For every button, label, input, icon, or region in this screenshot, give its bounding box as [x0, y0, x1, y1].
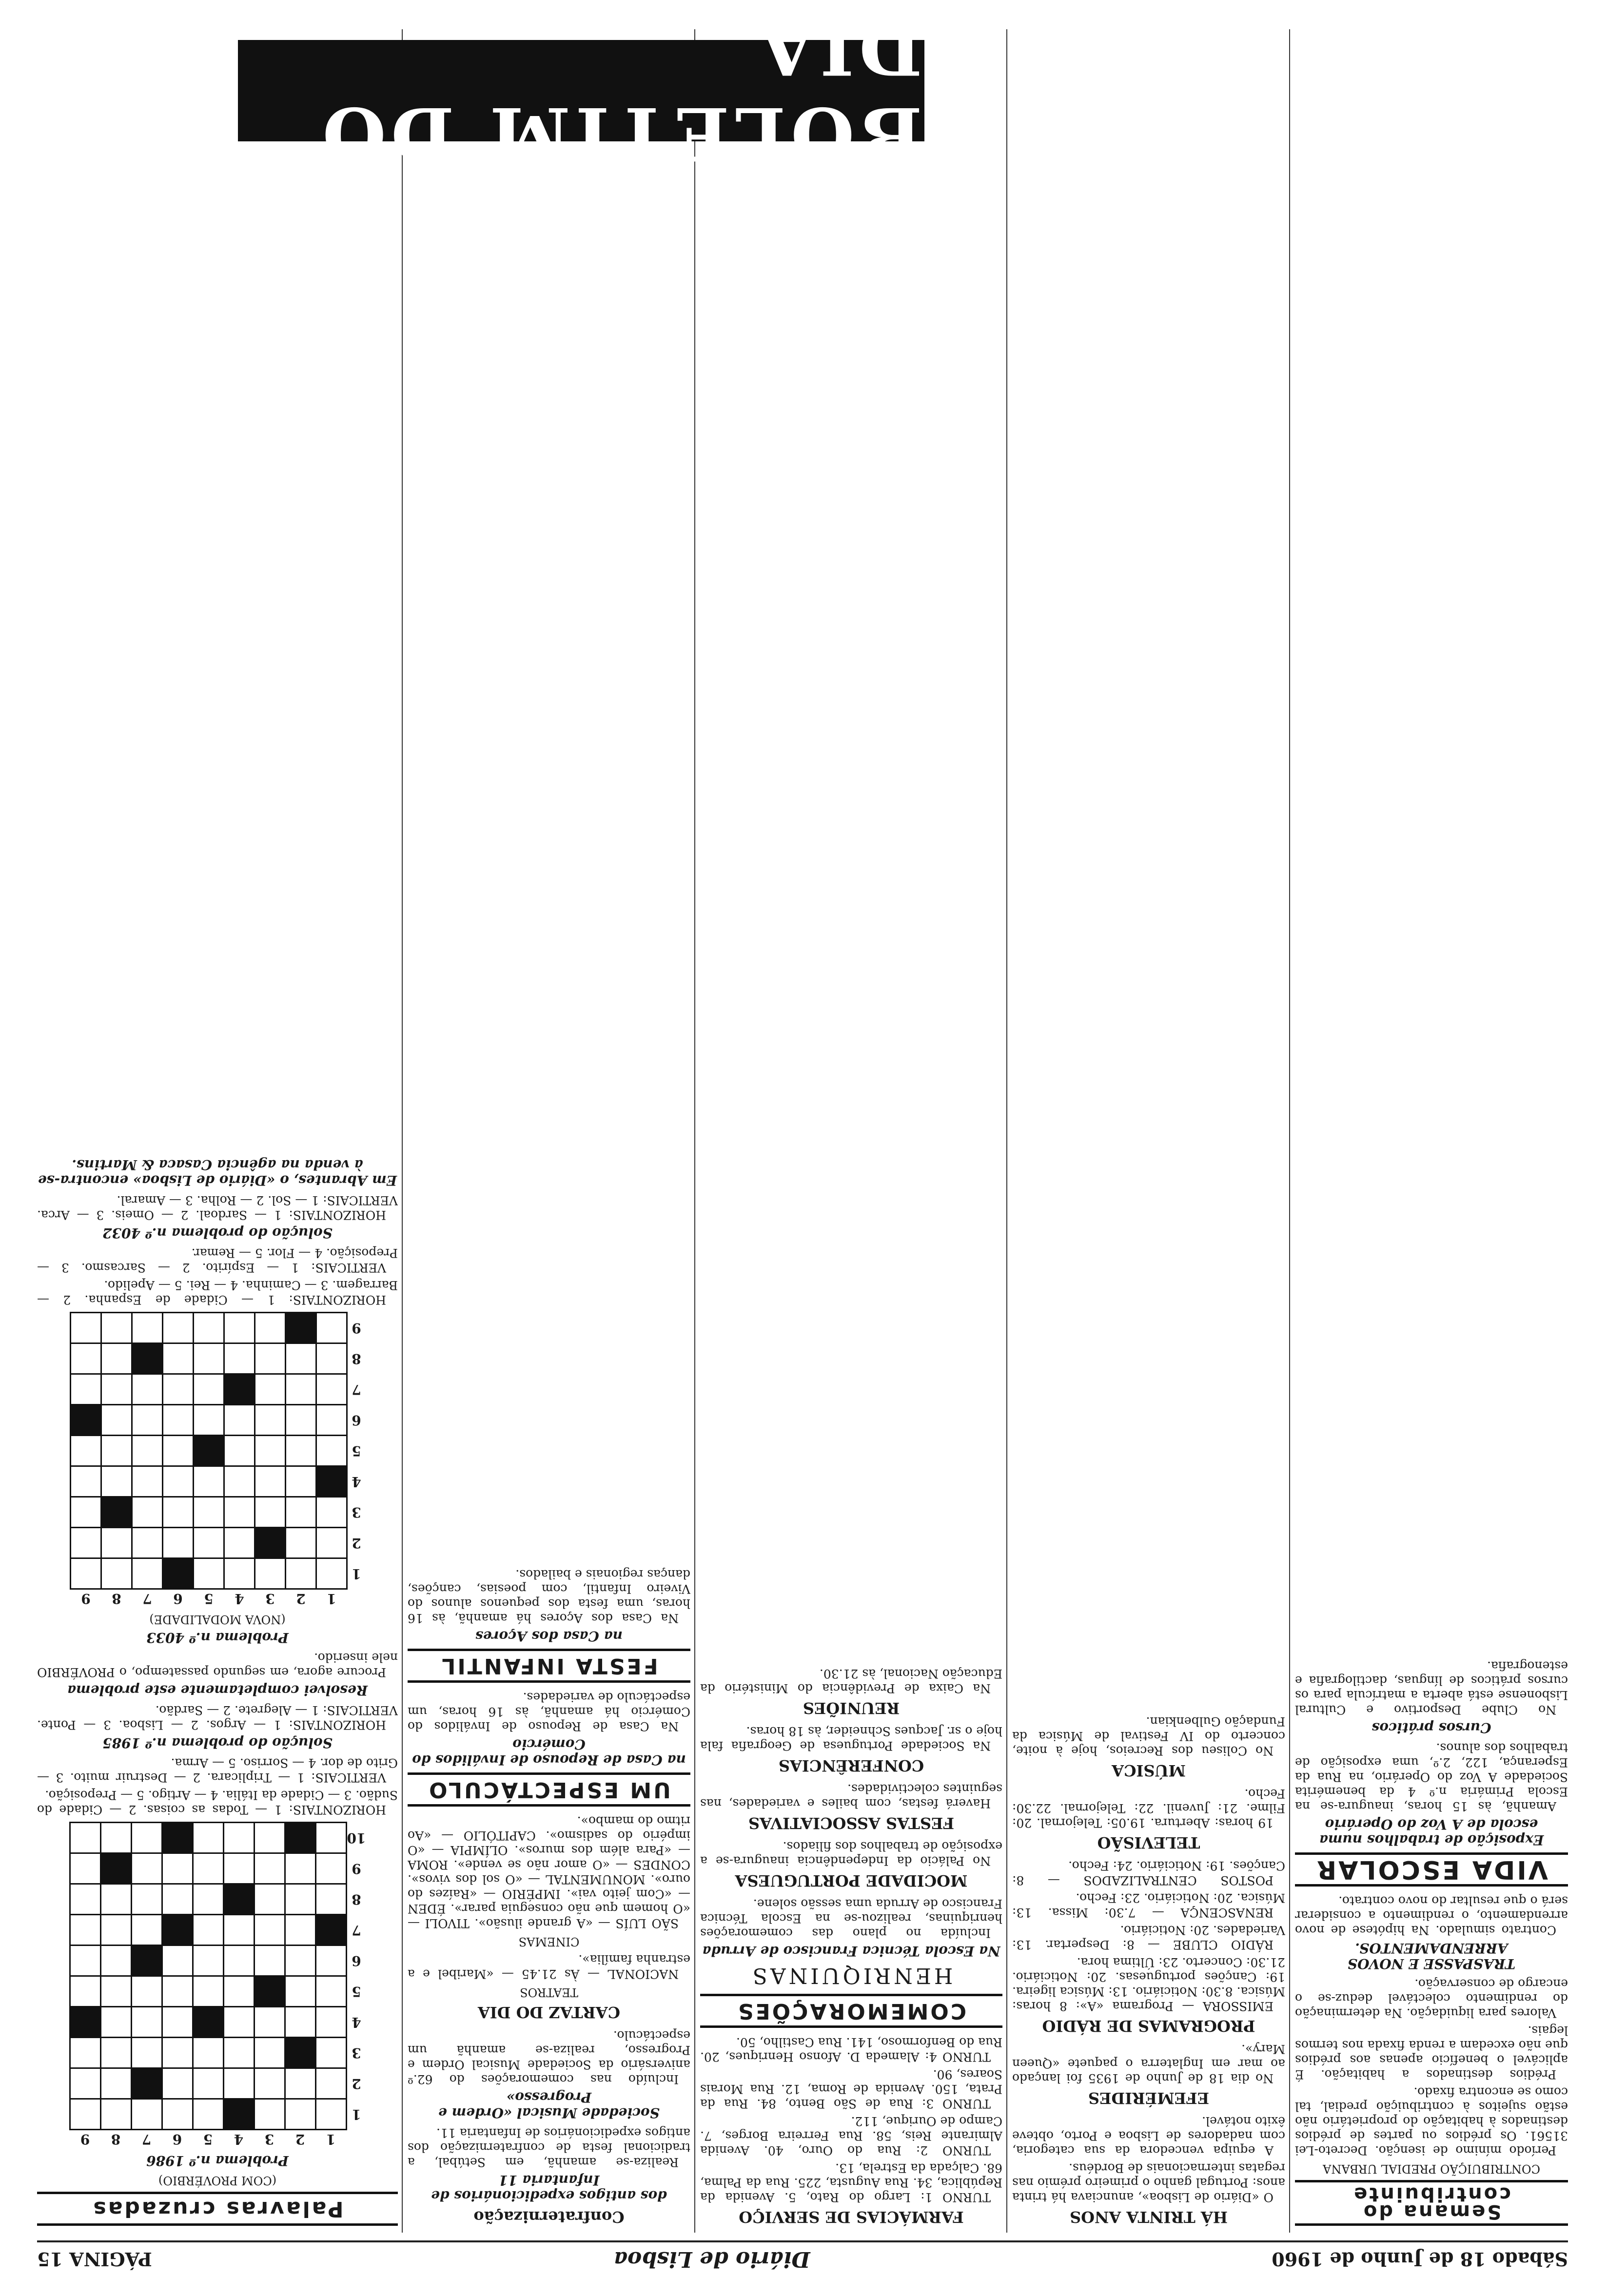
- grid-cell: [193, 2007, 223, 2038]
- grid-row-number: 9: [352, 1861, 361, 1877]
- grid-cell: [132, 1528, 163, 1558]
- grid-column-number: 8: [111, 2131, 121, 2147]
- grid-cell: [194, 1374, 224, 1405]
- grid-cell: [224, 1497, 255, 1528]
- column-radio: [1012, 29, 1285, 2233]
- farmacias-paragraph: TURNO 1: Largo do Rato, 5. Avenida da República, 34. Rua Augusta, 225. Rua da Palma, 68. Calçada da Estrela, 13.: [700, 2161, 1002, 2204]
- grid-cell: [224, 1405, 255, 1436]
- ordem-progresso-heading: Sociedade Musical «Ordem e Progresso»: [438, 2089, 660, 2121]
- grid-cell: [163, 1466, 194, 1497]
- festas-paragraph: Haverá festas, com bailes e variedades, nas seguintes colectividades.: [700, 1782, 1002, 1810]
- grid-cell: [71, 1343, 101, 1374]
- grid-cell: [162, 1976, 193, 2007]
- grid-cell: [316, 1405, 347, 1436]
- grid-cell: [71, 1466, 101, 1497]
- grid-cell: [224, 1374, 255, 1405]
- grid-row-number: 6: [352, 1953, 361, 1969]
- grid-cell: [100, 1976, 131, 2007]
- grid-column-number: 1: [326, 2131, 336, 2147]
- grid-cell: [255, 1497, 286, 1528]
- grid-row-number: 4: [352, 2014, 361, 2030]
- grid-cell: [131, 2068, 162, 2099]
- reunioes-paragraph: Na Caixa de Previdência do Ministério da Educação Nacional, às 21.30.: [700, 1667, 1002, 1695]
- confraternizacao-paragraph: Realiza-se amanhã, em Setúbal, a tradicional festa de confraternização dos antigos expedicionários de Infantaria 11.: [408, 2126, 690, 2169]
- column-palavras-cruzadas: [37, 29, 398, 2233]
- grid-cell: [315, 1823, 346, 1853]
- farmacias-paragraph: TURNO 3: Rua de São Bento, 84. Rua da Prata, 150. Avenida de Roma, 12. Rua Morais Soares, 90.: [700, 2067, 1002, 2111]
- farmacias-paragraph: TURNO 4: Alameda D. Afonso Henriques, 20. Rua do Benformoso, 141. Rua Castilho, 50.: [700, 2035, 1002, 2064]
- grid-cell: [286, 1343, 316, 1374]
- grid-cell: [315, 2099, 346, 2130]
- grid-row-number: 7: [352, 1922, 361, 1938]
- festas-associativas-heading: FESTAS ASSOCIATIVAS: [748, 1814, 955, 1832]
- grid-cell: [255, 1558, 286, 1589]
- palavras-cruzadas-title: Palavras cruzadas: [37, 2192, 398, 2226]
- grid-cell: [71, 1405, 101, 1436]
- grid-cell: [131, 1976, 162, 2007]
- cinemas-label: CINEMAS: [518, 1935, 580, 1948]
- grid-cell: [194, 1558, 224, 1589]
- grid-cell: [254, 1823, 285, 1853]
- crossword2-clues: VERTICAIS: 1 — Espírito. 2 — Sarcasmo. 3 — Preposição. 4 — Flor. 5 — Remar.: [37, 1246, 398, 1275]
- grid-cell: [315, 1946, 346, 1976]
- solution-1985-heading: Solução do problema n.º 1985: [102, 1735, 333, 1751]
- grid-cell: [132, 1343, 163, 1374]
- espectaculo-title: UM ESPECTÁCULO: [408, 1772, 690, 1807]
- grid-cell: [100, 2038, 131, 2068]
- grid-cell: [286, 1313, 316, 1343]
- grid-cell: [71, 1528, 101, 1558]
- grid-cell: [223, 1823, 254, 1853]
- crossword-grid-1: [69, 1822, 366, 2148]
- grid-column-number: 9: [81, 1591, 91, 1607]
- grid-cell: [70, 1884, 100, 1915]
- contribuinte-title: Semana do contribuinte: [1295, 2180, 1568, 2226]
- grid-cell: [132, 1466, 163, 1497]
- grid-cell: [315, 2068, 346, 2099]
- vida-escolar-subtitle: Exposição de trabalhos numa escola de A Voz do Operário: [1319, 1816, 1544, 1848]
- grid-row-number: 4: [352, 1474, 361, 1490]
- grid-cell: [286, 1436, 316, 1466]
- puzzle2-subtitle: (NOVA MODALIDADE): [149, 1613, 286, 1626]
- grid-cell: [131, 1915, 162, 1946]
- grid-cell: [70, 2007, 100, 2038]
- grid-cell: [315, 1884, 346, 1915]
- grid-column-number: 1: [327, 1591, 336, 1607]
- grid-cell: [163, 1405, 194, 1436]
- grid-cell: [254, 1915, 285, 1946]
- espectaculo-subtitle: na Casa de Repouso de Inválidos do Comércio: [412, 1736, 686, 1768]
- grid-column-number: 3: [264, 2131, 274, 2147]
- grid-cell: [70, 1915, 100, 1946]
- efemerides-paragraph: No dia 18 de Junho de 1935 foi lançado ao mar em Inglaterra o paquete «Queen Mary».: [1012, 2042, 1285, 2085]
- grid-cell: [316, 1313, 347, 1343]
- grid-cell: [100, 1853, 131, 1884]
- grid-row-number: 5: [352, 1984, 361, 2000]
- grid-cell: [223, 2007, 254, 2038]
- contribuinte-paragraph: Prédios destinados a habitação. É aplicável o benefício apenas aos prédios que não excedam a renda fixada nos termos legais.: [1295, 2024, 1568, 2082]
- grid-cell: [315, 1915, 346, 1946]
- grid-column-number: 7: [141, 2131, 152, 2147]
- radio-paragraph: POSTOS CENTRALIZADOS — 8: Canções. 19: Noticiário. 24: Fecho.: [1012, 1859, 1285, 1887]
- grid-cell: [286, 1528, 316, 1558]
- solution-1985-text: HORIZONTAIS: 1 — Argos. 2 — Lisboa. 3 — Ponte. VERTICAIS: 1 — Alegrete. 2 — Sardão.: [37, 1703, 398, 1732]
- grid-cell: [71, 1313, 101, 1343]
- festa-infantil-paragraph: Na Casa dos Açores há amanhã, às 16 horas, uma festa dos pequenos alunos do Viveiro Infantil, com poesias, canções, danças regionais e bailados.: [408, 1567, 690, 1625]
- grid-cell: [162, 1884, 193, 1915]
- grid-cell: [315, 1976, 346, 2007]
- cartaz-heading: CARTAZ DO DIA: [477, 2003, 621, 2022]
- musica-paragraph: No Coliseu dos Recreios, hoje à noite, concerto do IV Festival de Música da Fundação Gulbenkian.: [1012, 1714, 1285, 1758]
- comemoracoes-subtitle: Na Escola Técnica Francisco de Arruda: [702, 1943, 1000, 1959]
- grid-cell: [286, 1558, 316, 1589]
- grid-cell: [101, 1558, 132, 1589]
- grid-row-number: 8: [352, 1351, 361, 1367]
- grid-cell: [194, 1497, 224, 1528]
- festa-infantil-title: FESTA INFANTIL: [408, 1649, 690, 1683]
- resolvei-text: Procure agora, em segundo passatempo, o PROVÉRBIO nele inserido.: [37, 1651, 398, 1679]
- grid-cell: [315, 1853, 346, 1884]
- crossword-grid-2: [70, 1312, 365, 1607]
- grid-cell: [131, 2099, 162, 2130]
- radio-paragraph: EMISSORA — Programa «A»: 8 horas: Música. 8.30: Noticiário. 13: Música ligeira. 19: Canções portuguesas. 20: Noticiário. 21.30: Concerto. 23: Última hora.: [1012, 1955, 1285, 2013]
- grid-cell: [255, 1343, 286, 1374]
- grid-cell: [223, 1976, 254, 2007]
- grid-cell: [193, 1884, 223, 1915]
- grid-cell: [70, 2038, 100, 2068]
- grid-cell: [223, 2068, 254, 2099]
- crossword1-clues: VERTICAIS: 1 — Triplicara. 2 — Destruir muito. 3 — Grito de dor. 4 — Sorriso. 5 — Arma.: [37, 1756, 398, 1785]
- grid-cell: [285, 1884, 315, 1915]
- vida-escolar-paragraph: No Clube Desportivo e Cultural Lisbonense está aberta a matrícula para os cursos práticos de línguas, dactilografia e estenografia.: [1295, 1659, 1568, 1717]
- grid-cell: [70, 1823, 100, 1853]
- grid-cell: [285, 2007, 315, 2038]
- column-farmacias: [700, 156, 1002, 2233]
- grid-cell: [100, 1823, 131, 1853]
- farmacias-heading: FARMÁCIAS DE SERVIÇO: [739, 2208, 964, 2226]
- henriquinas-title: HENRIQUINAS: [749, 1963, 953, 1988]
- grid-cell: [223, 1946, 254, 1976]
- grid-cell: [162, 2068, 193, 2099]
- grid-cell: [163, 1558, 194, 1589]
- resolvei-heading: Resolvei completamente este problema: [67, 1682, 368, 1698]
- boletim-do-dia-banner: BOLETIM DO DIA: [238, 40, 924, 141]
- comemoracoes-title: COMEMORAÇÕES: [700, 1994, 1002, 2028]
- grid-cell: [162, 1915, 193, 1946]
- grid-cell: [193, 1946, 223, 1976]
- grid-cell: [316, 1374, 347, 1405]
- televisao-paragraph: 19 horas: Abertura. 19.05: Telejornal. 20: Filme. 21: Juvenil. 22: Telejornal. 22.30: Fecho.: [1012, 1787, 1285, 1830]
- reunioes-heading: REUNIÕES: [803, 1699, 900, 1717]
- radio-paragraph: RENASCENÇA — 7.30: Missa. 13: Música. 20: Noticiário. 23: Fecho.: [1012, 1891, 1285, 1920]
- grid-cell: [255, 1405, 286, 1436]
- grid-column-number: 5: [203, 2131, 213, 2147]
- crossword1-clues: HORIZONTAIS: 1 — Todas as coisas. 2 — Cidade do Sudão. 3 — Cidade da Itália. 4 — Artigo. 5 — Preposição.: [37, 1788, 398, 1817]
- contribuinte-subtitle: CONTRIBUIÇÃO PREDIAL URBANA: [1323, 2162, 1540, 2176]
- grid-row-number: 3: [352, 2045, 361, 2061]
- header-date: Sábado 18 de Junho de 1960: [1272, 2248, 1568, 2271]
- grid-cell: [131, 1946, 162, 1976]
- grid-cell: [223, 1915, 254, 1946]
- grid-cell: [193, 1976, 223, 2007]
- grid-column-number: 4: [234, 2131, 244, 2147]
- grid-cell: [254, 1853, 285, 1884]
- grid-cell: [71, 1436, 101, 1466]
- grid-row-number: 2: [352, 1535, 361, 1551]
- grid-cell: [100, 2099, 131, 2130]
- grid-row-number: 10: [347, 1830, 366, 1846]
- grid-cell: [193, 1823, 223, 1853]
- grid-cell: [131, 1884, 162, 1915]
- radio-paragraph: RÁDIO CLUBE — 8: Despertar. 13: Variedades. 20: Noticiário.: [1012, 1923, 1285, 1952]
- grid-cell: [254, 2038, 285, 2068]
- grid-cell: [223, 2038, 254, 2068]
- grid-cell: [224, 1343, 255, 1374]
- grid-cell: [285, 1853, 315, 1884]
- trinta-anos-heading: HÁ TRINTA ANOS: [1070, 2208, 1228, 2226]
- crossword2-clues: HORIZONTAIS: 1 — Cidade de Espanha. 2 — Barragem. 3 — Caminha. 4 — Rei. 5 — Apelido.: [37, 1278, 398, 1307]
- conferencias-paragraph: Na Sociedade Portuguesa de Geografia fala hoje o sr. Jacques Schneider, às 18 horas.: [700, 1724, 1002, 1753]
- grid-cell: [286, 1466, 316, 1497]
- column-rule: [1006, 29, 1007, 2233]
- column-rule: [402, 29, 403, 2233]
- abrantes-notice: Em Abrantes, o «Diário de Lisboa» encontra-se à venda na agência Casaca & Martins.: [38, 1157, 397, 1188]
- grid-cell: [224, 1466, 255, 1497]
- grid-cell: [194, 1436, 224, 1466]
- grid-cell: [193, 2068, 223, 2099]
- grid-cell: [194, 1405, 224, 1436]
- grid-column-number: 9: [80, 2131, 90, 2147]
- grid-cell: [194, 1343, 224, 1374]
- grid-cell: [101, 1528, 132, 1558]
- grid-cell: [255, 1436, 286, 1466]
- grid-cell: [254, 1976, 285, 2007]
- contribuinte-paragraph: Período mínimo de isenção. Decreto-Lei 31561. Os prédios ou partes de prédios destinados à habitação do proprietário não estão sujeitos à contribuição predial, tal como se encontra fixado.: [1295, 2085, 1568, 2158]
- grid-row-number: 2: [352, 2076, 361, 2092]
- grid-column-number: 2: [295, 2131, 305, 2147]
- grid-row-number: 8: [352, 1891, 361, 1907]
- grid-cell: [163, 1528, 194, 1558]
- grid-cell: [162, 2099, 193, 2130]
- grid-cell: [285, 1915, 315, 1946]
- grid-cell: [131, 1823, 162, 1853]
- efemerides-heading: EFEMÉRIDES: [1088, 2089, 1210, 2107]
- grid-column-number: 8: [112, 1591, 121, 1607]
- grid-cell: [316, 1558, 347, 1589]
- grid-cell: [224, 1313, 255, 1343]
- grid-cell: [254, 1946, 285, 1976]
- grid-column-number: 6: [173, 1591, 183, 1607]
- grid-cell: [162, 1823, 193, 1853]
- grid-cell: [254, 2007, 285, 2038]
- televisao-heading: TELEVISÃO: [1097, 1833, 1200, 1852]
- grid-cell: [71, 1558, 101, 1589]
- grid-cell: [100, 2007, 131, 2038]
- grid-cell: [132, 1558, 163, 1589]
- mocidade-heading: MOCIDADE PORTUGUESA: [735, 1871, 968, 1890]
- grid-cell: [70, 1853, 100, 1884]
- grid-cell: [70, 1976, 100, 2007]
- grid-row-number: 3: [352, 1504, 361, 1520]
- grid-row-number: 5: [352, 1443, 361, 1459]
- column-rule: [694, 29, 695, 2233]
- ordem-progresso-paragraph: Incluído nas comemorações do 62.º aniversário da Sociedade Musical Ordem e Progresso, realiza-se amanhã um espectáculo.: [408, 2028, 690, 2086]
- grid-column-number: 2: [296, 1591, 306, 1607]
- grid-cell: [100, 1915, 131, 1946]
- cursos-praticos-heading: Cursos práticos: [1372, 1720, 1491, 1736]
- grid-cell: [285, 1823, 315, 1853]
- grid-cell: [254, 2068, 285, 2099]
- grid-column-number: 5: [204, 1591, 214, 1607]
- grid-cell: [193, 1915, 223, 1946]
- contribuinte-section-heading: TRASPASSE E NOVOS ARRENDAMENTOS.: [1347, 1940, 1516, 1972]
- trinta-anos-paragraph: O «Diário de Lisboa», anunciava há trinta anos: Portugal ganho o primeiro prémio nas regatas internacionais de Bordéus.: [1012, 2161, 1285, 2204]
- grid-cell: [223, 1853, 254, 1884]
- grid-column-number: 3: [265, 1591, 275, 1607]
- grid-cell: [100, 1946, 131, 1976]
- column-contribuinte: [1295, 29, 1568, 2233]
- grid-cell: [163, 1436, 194, 1466]
- grid-row-number: 7: [352, 1381, 361, 1398]
- grid-cell: [162, 2007, 193, 2038]
- grid-cell: [316, 1436, 347, 1466]
- grid-cell: [285, 2038, 315, 2068]
- conferencias-heading: CONFERÊNCIAS: [778, 1756, 924, 1775]
- grid-column-number: 6: [172, 2131, 182, 2147]
- grid-cell: [100, 2068, 131, 2099]
- grid-cell: [285, 1946, 315, 1976]
- musica-heading: MÚSICA: [1112, 1761, 1186, 1780]
- confraternizacao-subtitle: dos antigos expedicionários de Infantaria 11: [431, 2172, 667, 2204]
- grid-cell: [132, 1313, 163, 1343]
- grid-cell: [132, 1436, 163, 1466]
- column-rule: [1289, 29, 1290, 2233]
- grid-cell: [255, 1313, 286, 1343]
- grid-cell: [131, 2007, 162, 2038]
- grid-cell: [101, 1466, 132, 1497]
- grid-cell: [162, 1853, 193, 1884]
- grid-cell: [101, 1343, 132, 1374]
- grid-cell: [255, 1374, 286, 1405]
- vida-escolar-paragraph: Amanhã, às 15 horas, inaugura-se na Escola Primária n.º 4 da benemérita Sociedade A Voz do Operário, na Rua da Esperança, 122, 2.º, uma exposição de trabalhos dos alunos.: [1295, 1741, 1568, 1813]
- grid-cell: [315, 2007, 346, 2038]
- grid-row-number: 9: [352, 1320, 361, 1336]
- grid-cell: [101, 1405, 132, 1436]
- grid-cell: [163, 1374, 194, 1405]
- grid-cell: [194, 1466, 224, 1497]
- grid-row-number: 6: [352, 1412, 361, 1428]
- palavras-cruzadas-subtitle: (COM PROVÉRBIO): [158, 2174, 277, 2187]
- grid-cell: [223, 2099, 254, 2130]
- grid-row-number: 1: [352, 2106, 361, 2122]
- grid-cell: [224, 1558, 255, 1589]
- grid-cell: [193, 2099, 223, 2130]
- grid-column-number: 7: [142, 1591, 152, 1607]
- header-page-number: PÁGINA 15: [37, 2248, 152, 2271]
- header-paper-name: Diário de Lisboa: [613, 2247, 810, 2272]
- farmacias-paragraph: TURNO 2: Rua do Ouro, 40. Avenida Almirante Reis, 58. Rua Ferreira Borges, 7. Campo de Ourique, 112.: [700, 2114, 1002, 2158]
- grid-cell: [286, 1374, 316, 1405]
- grid-column-number: 4: [235, 1591, 244, 1607]
- contribuinte-paragraph: Valores para liquidação. Na determinação do rendimento colectável deduz-se o encargo de conservação.: [1295, 1977, 1568, 2020]
- mocidade-paragraph: No Palácio da Independência inaugura-se a exposição de trabalhos dos filiados.: [700, 1839, 1002, 1868]
- grid-cell: [286, 1405, 316, 1436]
- festa-infantil-subtitle: na Casa dos Açores: [475, 1628, 623, 1644]
- grid-cell: [315, 2038, 346, 2068]
- grid-cell: [316, 1343, 347, 1374]
- grid-cell: [194, 1528, 224, 1558]
- grid-cell: [101, 1436, 132, 1466]
- grid-cell: [286, 1497, 316, 1528]
- puzzle1-label: Problema n.º 1986: [146, 2153, 289, 2169]
- grid-cell: [163, 1313, 194, 1343]
- grid-cell: [224, 1436, 255, 1466]
- puzzle2-label: Problema n.º 4033: [146, 1630, 289, 1646]
- contribuinte-paragraph: Contrato simulado. Na hipótese de novo arrendamento, o rendimento a considerar será o que resultar do novo contrato.: [1295, 1894, 1568, 1937]
- grid-cell: [316, 1528, 347, 1558]
- grid-cell: [193, 1853, 223, 1884]
- grid-cell: [101, 1497, 132, 1528]
- grid-cell: [162, 1946, 193, 1976]
- grid-cell: [254, 2099, 285, 2130]
- comemoracoes-paragraph: Incluída no plano das comemorações henriquinas, realizou-se na Escola Técnica Francisco de Arruda uma sessão solene.: [700, 1897, 1002, 1940]
- solution-4032-text: HORIZONTAIS: 1 — Sardoal. 2 — Omeis. 3 — Arca. VERTICAIS: 1 — Sol. 2 — Rolha. 3 — Amaral.: [37, 1193, 398, 1222]
- grid-cell: [162, 2038, 193, 2068]
- confraternizacao-heading: Confraternização: [473, 2208, 625, 2226]
- grid-row-number: 1: [352, 1566, 361, 1582]
- grid-cell: [224, 1528, 255, 1558]
- grid-cell: [316, 1497, 347, 1528]
- grid-cell: [254, 1884, 285, 1915]
- grid-cell: [163, 1343, 194, 1374]
- grid-cell: [194, 1313, 224, 1343]
- grid-cell: [71, 1497, 101, 1528]
- grid-cell: [70, 2099, 100, 2130]
- espectaculo-paragraph: Na Casa de Repouso de Inválidos do Comércio há amanhã, às 16 horas, um espectáculo de variedades.: [408, 1690, 690, 1733]
- grid-cell: [255, 1466, 286, 1497]
- vida-escolar-title: VIDA ESCOLAR: [1295, 1852, 1568, 1887]
- solution-4032-heading: Solução do problema n.º 4032: [102, 1225, 333, 1241]
- grid-cell: [100, 1884, 131, 1915]
- grid-cell: [255, 1528, 286, 1558]
- cartaz-paragraph: NACIONAL — Às 21.45 — «Maribel e a estranha família».: [408, 1952, 690, 1981]
- grid-cell: [193, 2038, 223, 2068]
- grid-cell: [163, 1497, 194, 1528]
- grid-cell: [70, 1946, 100, 1976]
- grid-cell: [285, 1976, 315, 2007]
- teatros-label: TEATROS: [520, 1985, 578, 1999]
- grid-cell: [316, 1466, 347, 1497]
- grid-cell: [132, 1497, 163, 1528]
- grid-cell: [71, 1374, 101, 1405]
- trinta-anos-paragraph: A equipa vencedora da sua categoria, com nadadores de Lisboa e Porto, obteve êxito notável.: [1012, 2114, 1285, 2158]
- grid-cell: [132, 1374, 163, 1405]
- page-header: [37, 2240, 1568, 2277]
- radio-heading: PROGRAMAS DE RÁDIO: [1042, 2017, 1255, 2035]
- grid-cell: [285, 2068, 315, 2099]
- grid-cell: [101, 1374, 132, 1405]
- cartaz-paragraph: SÃO LUÍS — «A grande ilusão». TIVOLI — «O homem que não conseguia parar». ÉDEN — «Com jeito vai». IMPÉRIO — «Raízes do ouro». MONUMENTAL — «O sol dos vivos». CONDES — «O amor não se vende». ROMA — «Para além dos muros». OLÍMPIA — «O império do sadismo». CAPITÓLIO — «Ao ritmo do mambo».: [408, 1814, 690, 1930]
- grid-cell: [223, 1884, 254, 1915]
- column-cartaz: [408, 156, 690, 2233]
- grid-cell: [131, 1853, 162, 1884]
- grid-cell: [131, 2038, 162, 2068]
- grid-cell: [70, 2068, 100, 2099]
- grid-cell: [285, 2099, 315, 2130]
- grid-cell: [132, 1405, 163, 1436]
- grid-cell: [101, 1313, 132, 1343]
